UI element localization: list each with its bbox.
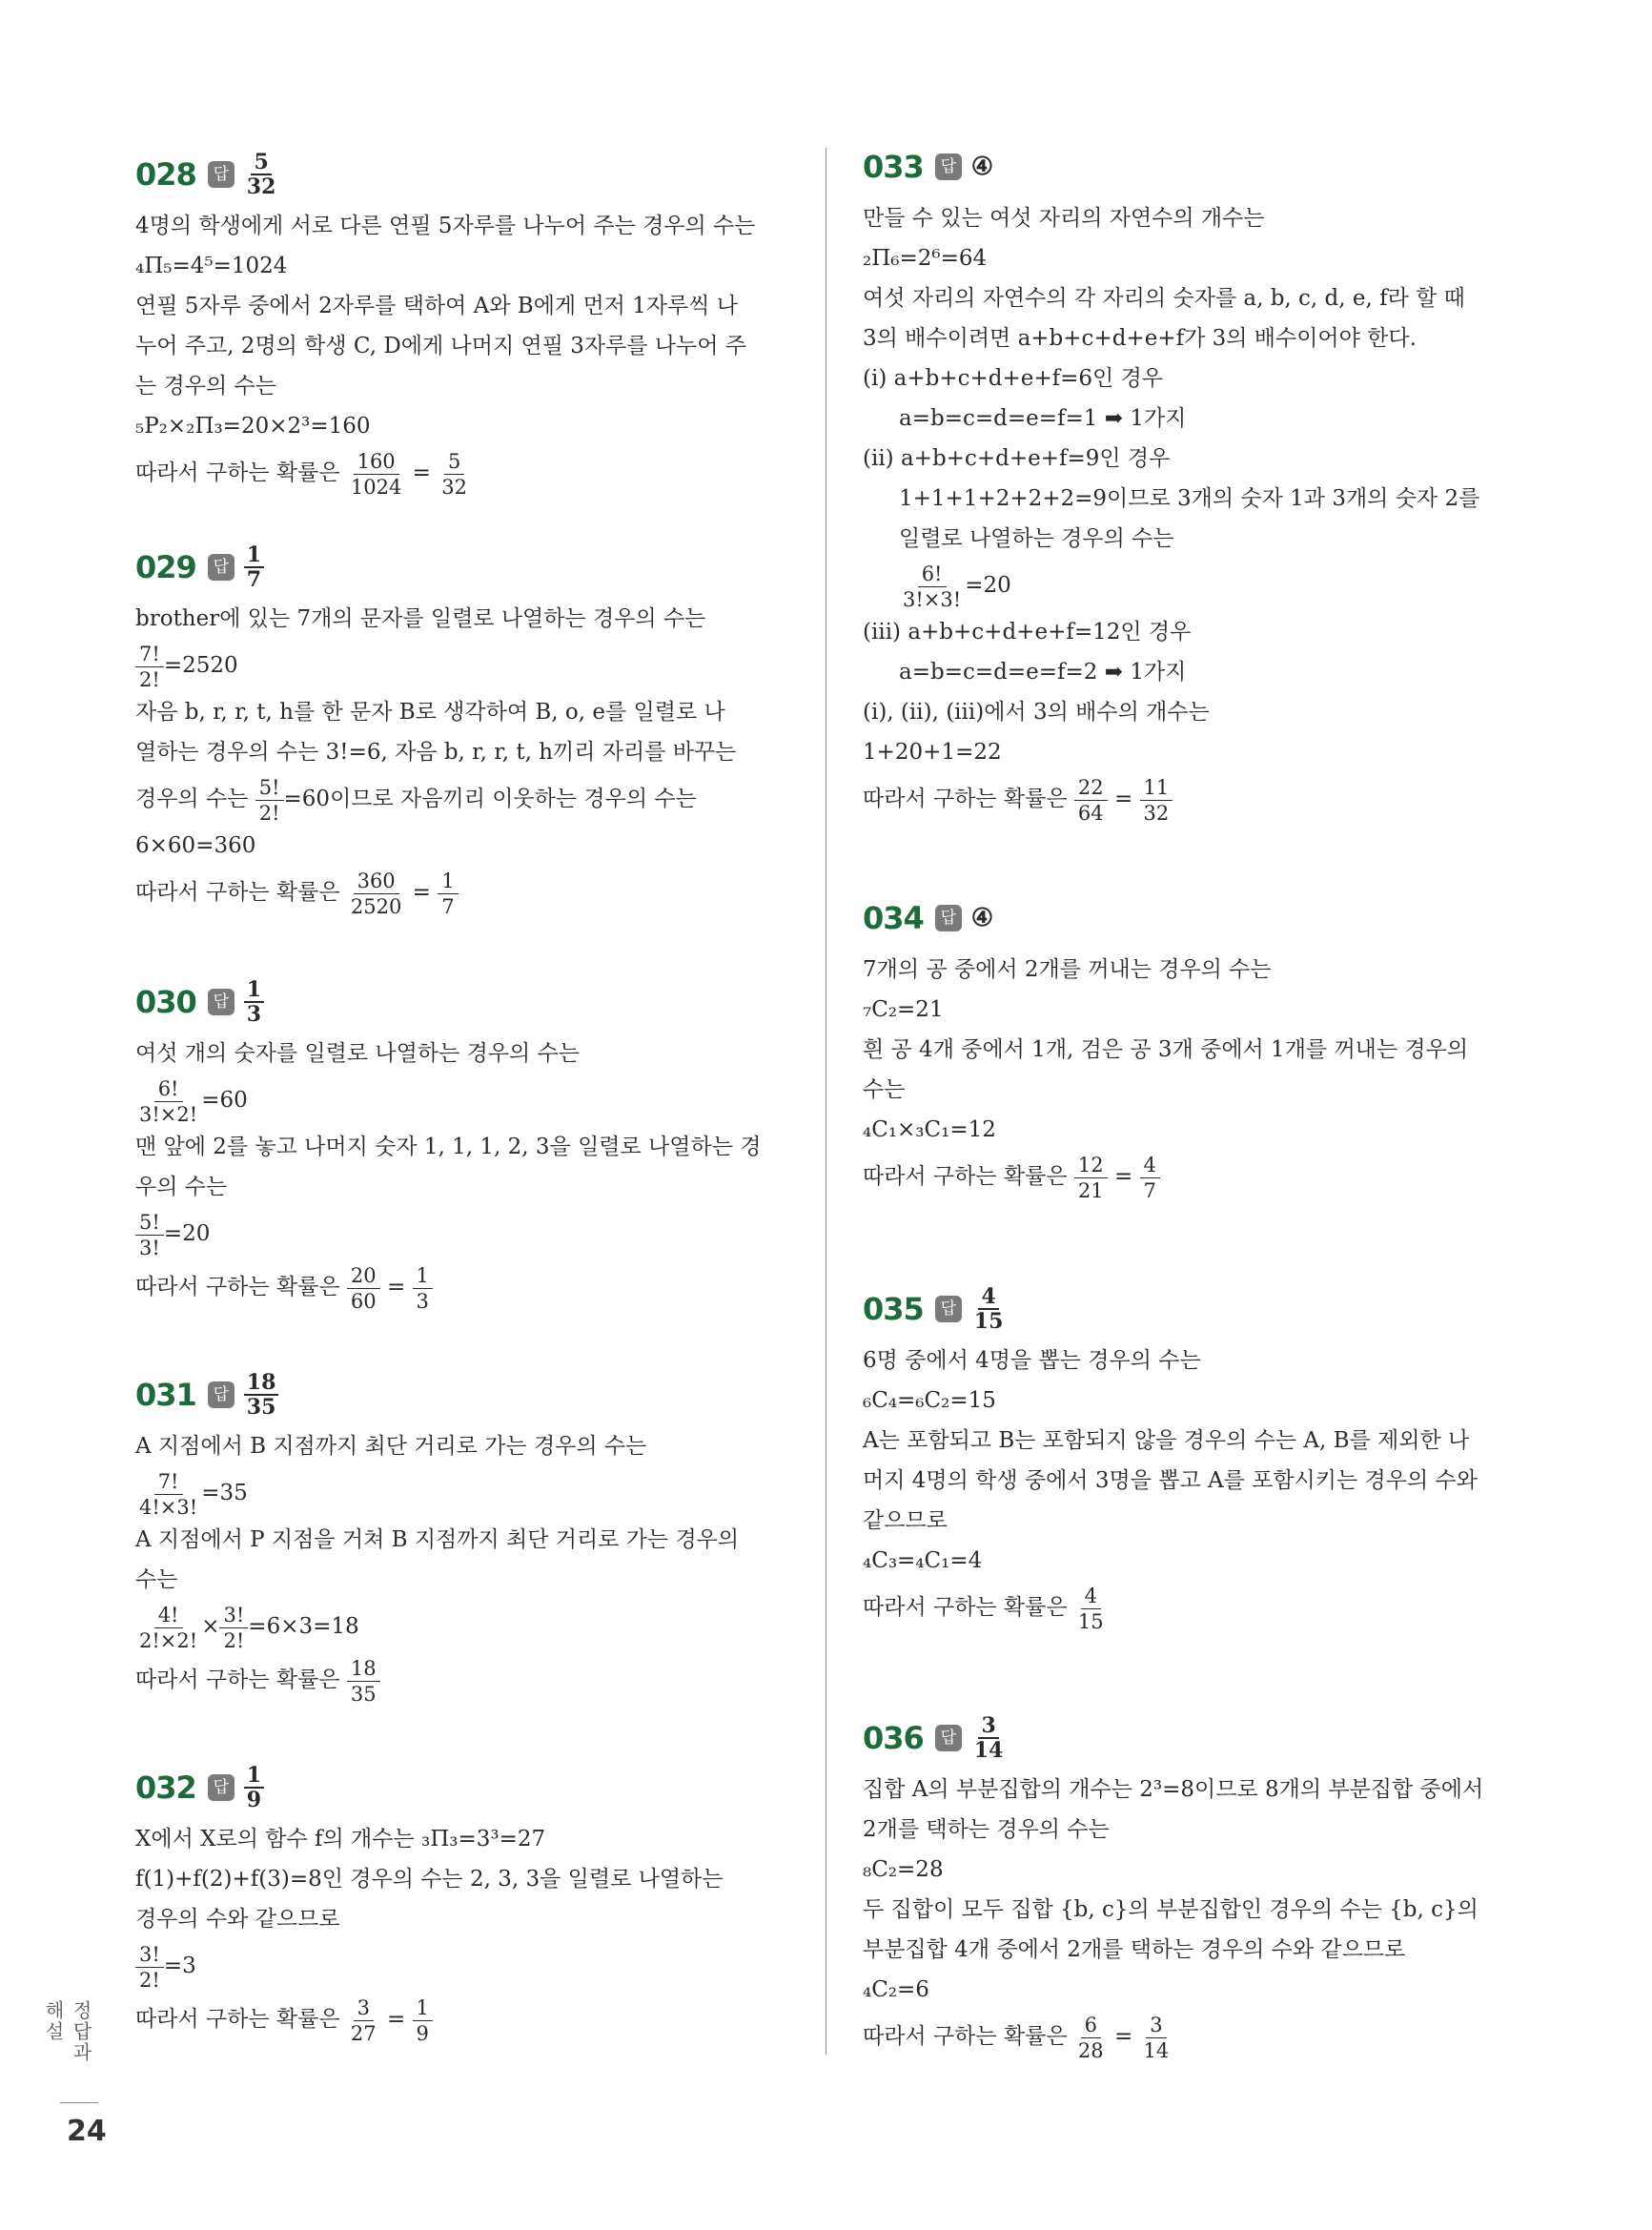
answer-denominator: 32 (246, 174, 276, 199)
fraction-denominator: 2!×2! (139, 1628, 198, 1652)
formula-line (135, 1466, 793, 1520)
fraction-numerator: 5 (444, 449, 464, 475)
answer-numerator: 18 (244, 1371, 279, 1396)
case-result: a=b=c=d=e=f=1 ➡ 1가지 (899, 406, 1187, 431)
formula-line: ₇C₂=21 (863, 997, 944, 1022)
answer-fraction (244, 543, 264, 591)
formula-result: =20 (163, 1221, 211, 1246)
text-line: 일렬로 나열하는 경우의 수는 (899, 526, 1174, 551)
answer-numerator: 1 (244, 1764, 264, 1789)
formula-result: =3 (163, 1954, 196, 1978)
equals-sign: = (1113, 1164, 1133, 1189)
fraction-numerator: 1 (413, 1995, 433, 2021)
equals-sign: = (412, 460, 431, 485)
formula-line: ₂Π₆=2⁶=64 (863, 246, 988, 271)
problem-030 (135, 971, 793, 1314)
answer-fraction (244, 151, 279, 198)
answer-fraction (971, 1285, 1007, 1333)
formula-line: ₄Π₅=4⁵=1024 (135, 254, 288, 278)
formula-result: =6×3=18 (248, 1614, 359, 1639)
case-heading: (ⅲ) a+b+c+d+e+f=12인 경우 (863, 620, 1192, 644)
formula-line: ₄C₁×₃C₁=12 (863, 1117, 996, 1142)
equals-sign: = (412, 880, 431, 905)
formula-line: 1+20+1=22 (863, 740, 1002, 765)
fraction (899, 562, 965, 612)
answer-fraction (244, 1371, 279, 1419)
text-line: 경우의 수와 같으므로 (135, 1907, 340, 1932)
answer-denominator: 15 (973, 1309, 1004, 1334)
final-prefix: 따라서 구하는 확률은 (863, 1164, 1074, 1189)
fraction-denominator: 32 (441, 475, 467, 499)
text-line: A는 포함되고 B는 포함되지 않을 경우의 수는 A, B를 제외한 나 (863, 1428, 1470, 1453)
fraction (135, 1210, 164, 1260)
final-probability (135, 446, 793, 500)
problem-header (135, 1756, 793, 1819)
formula-result: =20 (965, 573, 1011, 598)
formula-line (135, 1074, 793, 1127)
problem-033 (863, 135, 1520, 826)
final-prefix: 따라서 구하는 확률은 (863, 1595, 1074, 1620)
fraction-numerator: 7! (154, 1469, 183, 1495)
text-segment: 경우의 수는 (135, 787, 255, 811)
answer-denominator: 3 (246, 1002, 262, 1027)
fraction (438, 449, 471, 500)
problem-034 (863, 887, 1520, 1203)
fraction-denominator: 28 (1077, 2038, 1104, 2062)
text-line: 맨 앞에 2를 놓고 나머지 숫자 1, 1, 1, 2, 3을 일렬로 나열하는 경 (135, 1135, 762, 1159)
page-number: 24 (67, 2115, 107, 2148)
answer-numerator: 5 (251, 151, 271, 175)
answer-tag: 답 (208, 1381, 235, 1408)
fraction-numerator: 4 (1140, 1153, 1160, 1178)
formula-line (135, 639, 793, 692)
problem-number: 036 (863, 1720, 924, 1756)
problem-header (135, 971, 793, 1033)
final-probability (135, 1260, 793, 1314)
fraction-numerator: 6! (918, 562, 947, 587)
side-section-label: 정답과 해설 (42, 2000, 92, 2063)
formula-line (863, 559, 1520, 612)
answer-denominator: 35 (246, 1395, 276, 1420)
text-line: X에서 X로의 함수 f의 개수는 ₃Π₃=3³=27 (135, 1827, 546, 1852)
text-line: 우의 수는 (135, 1175, 228, 1199)
text-line: 흰 공 4개 중에서 1개, 검은 공 3개 중에서 1개를 꺼내는 경우의 (863, 1037, 1469, 1062)
formula-line: ₆C₄=₆C₂=15 (863, 1388, 996, 1413)
problem-header (863, 135, 1520, 198)
answer-tag: 답 (935, 1296, 962, 1322)
problem-number: 033 (863, 149, 924, 185)
text-line: 는 경우의 수는 (135, 374, 276, 399)
fraction-numerator: 7! (135, 642, 164, 667)
equals-sign: = (386, 1275, 406, 1299)
problem-header (863, 1278, 1520, 1340)
final-prefix: 따라서 구하는 확률은 (135, 880, 347, 905)
fraction-denominator: 2! (139, 1968, 160, 1992)
text-line: 7개의 공 중에서 2개를 꺼내는 경우의 수는 (863, 957, 1272, 982)
answer-numerator: 1 (244, 543, 264, 568)
fraction (347, 1995, 380, 2046)
final-prefix: 따라서 구하는 확률은 (135, 1667, 347, 1692)
final-prefix: 따라서 구하는 확률은 (135, 1275, 347, 1299)
fraction-denominator: 27 (350, 2021, 377, 2045)
fraction-numerator: 160 (354, 449, 399, 475)
fraction (413, 1263, 433, 1314)
fraction (135, 1603, 201, 1653)
fraction-numerator: 18 (347, 1656, 380, 1682)
formula-line (135, 1207, 793, 1260)
fraction (135, 1942, 164, 1993)
case-result: a=b=c=d=e=f=2 ➡ 1가지 (899, 660, 1187, 685)
fraction-denominator: 7 (1143, 1178, 1156, 1202)
formula-line: ₈C₂=28 (863, 1857, 944, 1882)
final-prefix: 따라서 구하는 확률은 (135, 2007, 347, 2032)
fraction (438, 869, 458, 919)
text-line: A 지점에서 P 지점을 거쳐 B 지점까지 최단 거리로 가는 경우의 (135, 1527, 740, 1552)
problem-035 (863, 1278, 1520, 1634)
final-prefix: 따라서 구하는 확률은 (863, 787, 1074, 811)
fraction-numerator: 3 (1146, 2013, 1166, 2038)
fraction-denominator: 3!×2! (139, 1102, 198, 1126)
fraction-numerator: 4 (1081, 1584, 1101, 1609)
equals-sign: = (1113, 787, 1133, 811)
answer-denominator: 9 (246, 1788, 262, 1812)
fraction-denominator: 3 (416, 1289, 429, 1313)
problem-header (135, 536, 793, 599)
fraction-numerator: 6! (154, 1076, 183, 1102)
text-line: 두 집합이 모두 집합 {b, c}의 부분집합인 경우의 수는 {b, c}의 (863, 1897, 1479, 1922)
fraction (1140, 2013, 1173, 2063)
text-line: A 지점에서 B 지점까지 최단 거리로 가는 경우의 수는 (135, 1434, 647, 1459)
problem-029 (135, 536, 793, 919)
text-line: 수는 (863, 1077, 906, 1102)
text-line: 누어 주고, 2명의 학생 C, D에게 나머지 연필 3자루를 나누어 주 (135, 334, 747, 358)
answer-fraction (244, 1764, 264, 1811)
fraction-denominator: 2520 (350, 894, 402, 918)
fraction (1140, 775, 1173, 826)
answer-tag: 답 (935, 153, 962, 180)
final-probability (135, 1993, 793, 2046)
fraction-denominator: 35 (350, 1682, 377, 1706)
answer-denominator: 14 (973, 1738, 1004, 1763)
text-line: 1+1+1+2+2+2=9이므로 3개의 숫자 1과 3개의 숫자 2를 (899, 486, 1480, 511)
answer-choice: ④ (970, 904, 994, 932)
text-line: 여섯 개의 숫자를 일렬로 나열하는 경우의 수는 (135, 1041, 581, 1066)
text-line: f(1)+f(2)+f(3)=8인 경우의 수는 2, 3, 3을 일렬로 나열하는 (135, 1867, 724, 1892)
answer-tag: 답 (208, 161, 235, 188)
answer-tag: 답 (208, 554, 235, 581)
text-line: (ⅰ), (ⅱ), (ⅲ)에서 3의 배수의 개수는 (863, 700, 1210, 725)
fraction (1140, 1153, 1160, 1203)
fraction-denominator: 2! (258, 801, 280, 825)
final-prefix: 따라서 구하는 확률은 (135, 460, 347, 485)
formula-result: =60 (201, 1088, 248, 1113)
fraction-denominator: 60 (350, 1289, 377, 1313)
text-line: 자음 b, r, r, t, h를 한 문자 B로 생각하여 B, o, e를 일렬로 나 (135, 700, 725, 725)
fraction-numerator: 5! (255, 775, 284, 801)
answer-denominator: 7 (246, 567, 262, 592)
text-line (135, 772, 793, 826)
problem-number: 030 (135, 984, 196, 1020)
case-heading: (ⅰ) a+b+c+d+e+f=6인 경우 (863, 366, 1164, 391)
problem-header (863, 1707, 1520, 1770)
fraction-denominator: 2! (223, 1628, 245, 1652)
fraction-numerator: 22 (1074, 775, 1108, 801)
answer-choice: ④ (970, 153, 994, 181)
fraction-numerator: 4! (154, 1603, 183, 1628)
answer-tag: 답 (935, 1725, 962, 1751)
fraction-denominator: 2! (139, 667, 160, 691)
formula-line: ₄C₃=₄C₁=4 (863, 1548, 983, 1573)
formula-line: ₅P₂×₂Π₃=20×2³=160 (135, 414, 371, 439)
problem-header (863, 887, 1520, 950)
text-line: 수는 (135, 1567, 178, 1592)
fraction-denominator: 21 (1077, 1178, 1104, 1202)
fraction-numerator: 1 (438, 869, 458, 894)
equals-sign: = (1113, 2024, 1133, 2049)
problem-number: 031 (135, 1377, 196, 1413)
answer-fraction (244, 978, 264, 1026)
text-line: 열하는 경우의 수는 3!=6, 자음 b, r, r, t, h끼리 자리를 바꾸는 (135, 740, 737, 765)
final-probability (863, 772, 1520, 826)
answer-fraction (971, 1714, 1007, 1762)
text-line: 6명 중에서 4명을 뽑는 경우의 수는 (863, 1348, 1201, 1373)
fraction (219, 1603, 248, 1653)
fraction (347, 449, 405, 500)
fraction-numerator: 12 (1074, 1153, 1108, 1178)
fraction-numerator: 6 (1081, 2013, 1101, 2038)
answer-tag: 답 (208, 989, 235, 1015)
problem-number: 029 (135, 549, 196, 585)
fraction-denominator: 4!×3! (139, 1495, 198, 1519)
text-line: brother에 있는 7개의 문자를 일렬로 나열하는 경우의 수는 (135, 606, 706, 631)
fraction-numerator: 5! (135, 1210, 164, 1236)
side-rule (60, 2102, 98, 2103)
fraction (1074, 2013, 1108, 2063)
problem-header (135, 1363, 793, 1426)
fraction (135, 642, 164, 692)
problem-number: 035 (863, 1291, 924, 1327)
text-line: 연필 5자루 중에서 2자루를 택하여 A와 B에게 먼저 1자루씩 나 (135, 294, 739, 318)
problem-number: 034 (863, 900, 924, 936)
fraction-denominator: 32 (1143, 801, 1170, 825)
problem-number: 032 (135, 1770, 196, 1806)
answer-numerator: 3 (978, 1714, 998, 1739)
text-line: 집합 A의 부분집합의 개수는 2³=8이므로 8개의 부분집합 중에서 (863, 1777, 1484, 1802)
times-sign: × (201, 1614, 220, 1639)
fraction (1074, 775, 1108, 826)
fraction-numerator: 11 (1140, 775, 1173, 801)
fraction (135, 1469, 201, 1520)
fraction (347, 1656, 380, 1707)
problem-036 (863, 1707, 1520, 2063)
final-probability (863, 1581, 1520, 1634)
answer-numerator: 4 (978, 1285, 998, 1310)
problem-031 (135, 1363, 793, 1707)
formula-line (135, 1600, 793, 1653)
problem-032 (135, 1756, 793, 2046)
case-heading: (ⅱ) a+b+c+d+e+f=9인 경우 (863, 446, 1171, 471)
final-probability (135, 1653, 793, 1707)
problem-028 (135, 143, 793, 500)
fraction (1074, 1153, 1108, 1203)
fraction-denominator: 14 (1143, 2038, 1170, 2062)
answer-numerator: 1 (244, 978, 264, 1003)
text-line: 부분집합 4개 중에서 2개를 택하는 경우의 수와 같으므로 (863, 1937, 1406, 1962)
fraction-numerator: 360 (354, 869, 399, 894)
final-probability (135, 866, 793, 919)
text-line: 같으므로 (863, 1508, 948, 1533)
equals-sign: = (386, 2007, 406, 2032)
fraction-denominator: 3!×3! (903, 587, 962, 611)
fraction (255, 775, 284, 826)
answer-tag: 답 (935, 905, 962, 931)
fraction-numerator: 3! (219, 1603, 248, 1628)
fraction (347, 869, 405, 919)
formula-result: =35 (201, 1481, 248, 1505)
text-line: 만들 수 있는 여섯 자리의 자연수의 개수는 (863, 206, 1265, 231)
fraction-numerator: 3 (354, 1995, 374, 2021)
fraction-numerator: 3! (135, 1942, 164, 1968)
fraction-denominator: 15 (1077, 1609, 1104, 1633)
fraction (413, 1995, 433, 2046)
formula-line (135, 1939, 793, 1993)
final-probability (863, 2010, 1520, 2063)
text-line: 머지 4명의 학생 중에서 3명을 뽑고 A를 포함시키는 경우의 수와 (863, 1468, 1478, 1493)
final-probability (863, 1150, 1520, 1203)
fraction-numerator: 1 (413, 1263, 433, 1289)
text-line: 3의 배수이려면 a+b+c+d+e+f가 3의 배수이어야 한다. (863, 326, 1417, 351)
fraction-denominator: 1024 (350, 475, 402, 499)
fraction-numerator: 20 (347, 1263, 380, 1289)
text-line: 여섯 자리의 자연수의 각 자리의 숫자를 a, b, c, d, e, f라 할 때 (863, 286, 1465, 311)
answer-tag: 답 (208, 1774, 235, 1801)
formula-result: =2520 (163, 653, 238, 678)
text-line: 4명의 학생에게 서로 다른 연필 5자루를 나누어 주는 경우의 수는 (135, 214, 756, 238)
fraction-denominator: 3! (139, 1236, 160, 1259)
formula-line: ₄C₂=6 (863, 1977, 929, 2002)
fraction-denominator: 64 (1077, 801, 1104, 825)
fraction-denominator: 9 (416, 2021, 429, 2045)
problem-number: 028 (135, 156, 196, 193)
formula-line: 6×60=360 (135, 833, 256, 858)
fraction (347, 1263, 380, 1314)
fraction-denominator: 7 (441, 894, 455, 918)
final-prefix: 따라서 구하는 확률은 (863, 2024, 1074, 2049)
problem-header (135, 143, 793, 206)
text-line: 2개를 택하는 경우의 수는 (863, 1817, 1110, 1842)
text-segment: =60이므로 자음끼리 이웃하는 경우의 수는 (283, 787, 697, 811)
fraction (1074, 1584, 1108, 1634)
fraction (135, 1076, 201, 1127)
